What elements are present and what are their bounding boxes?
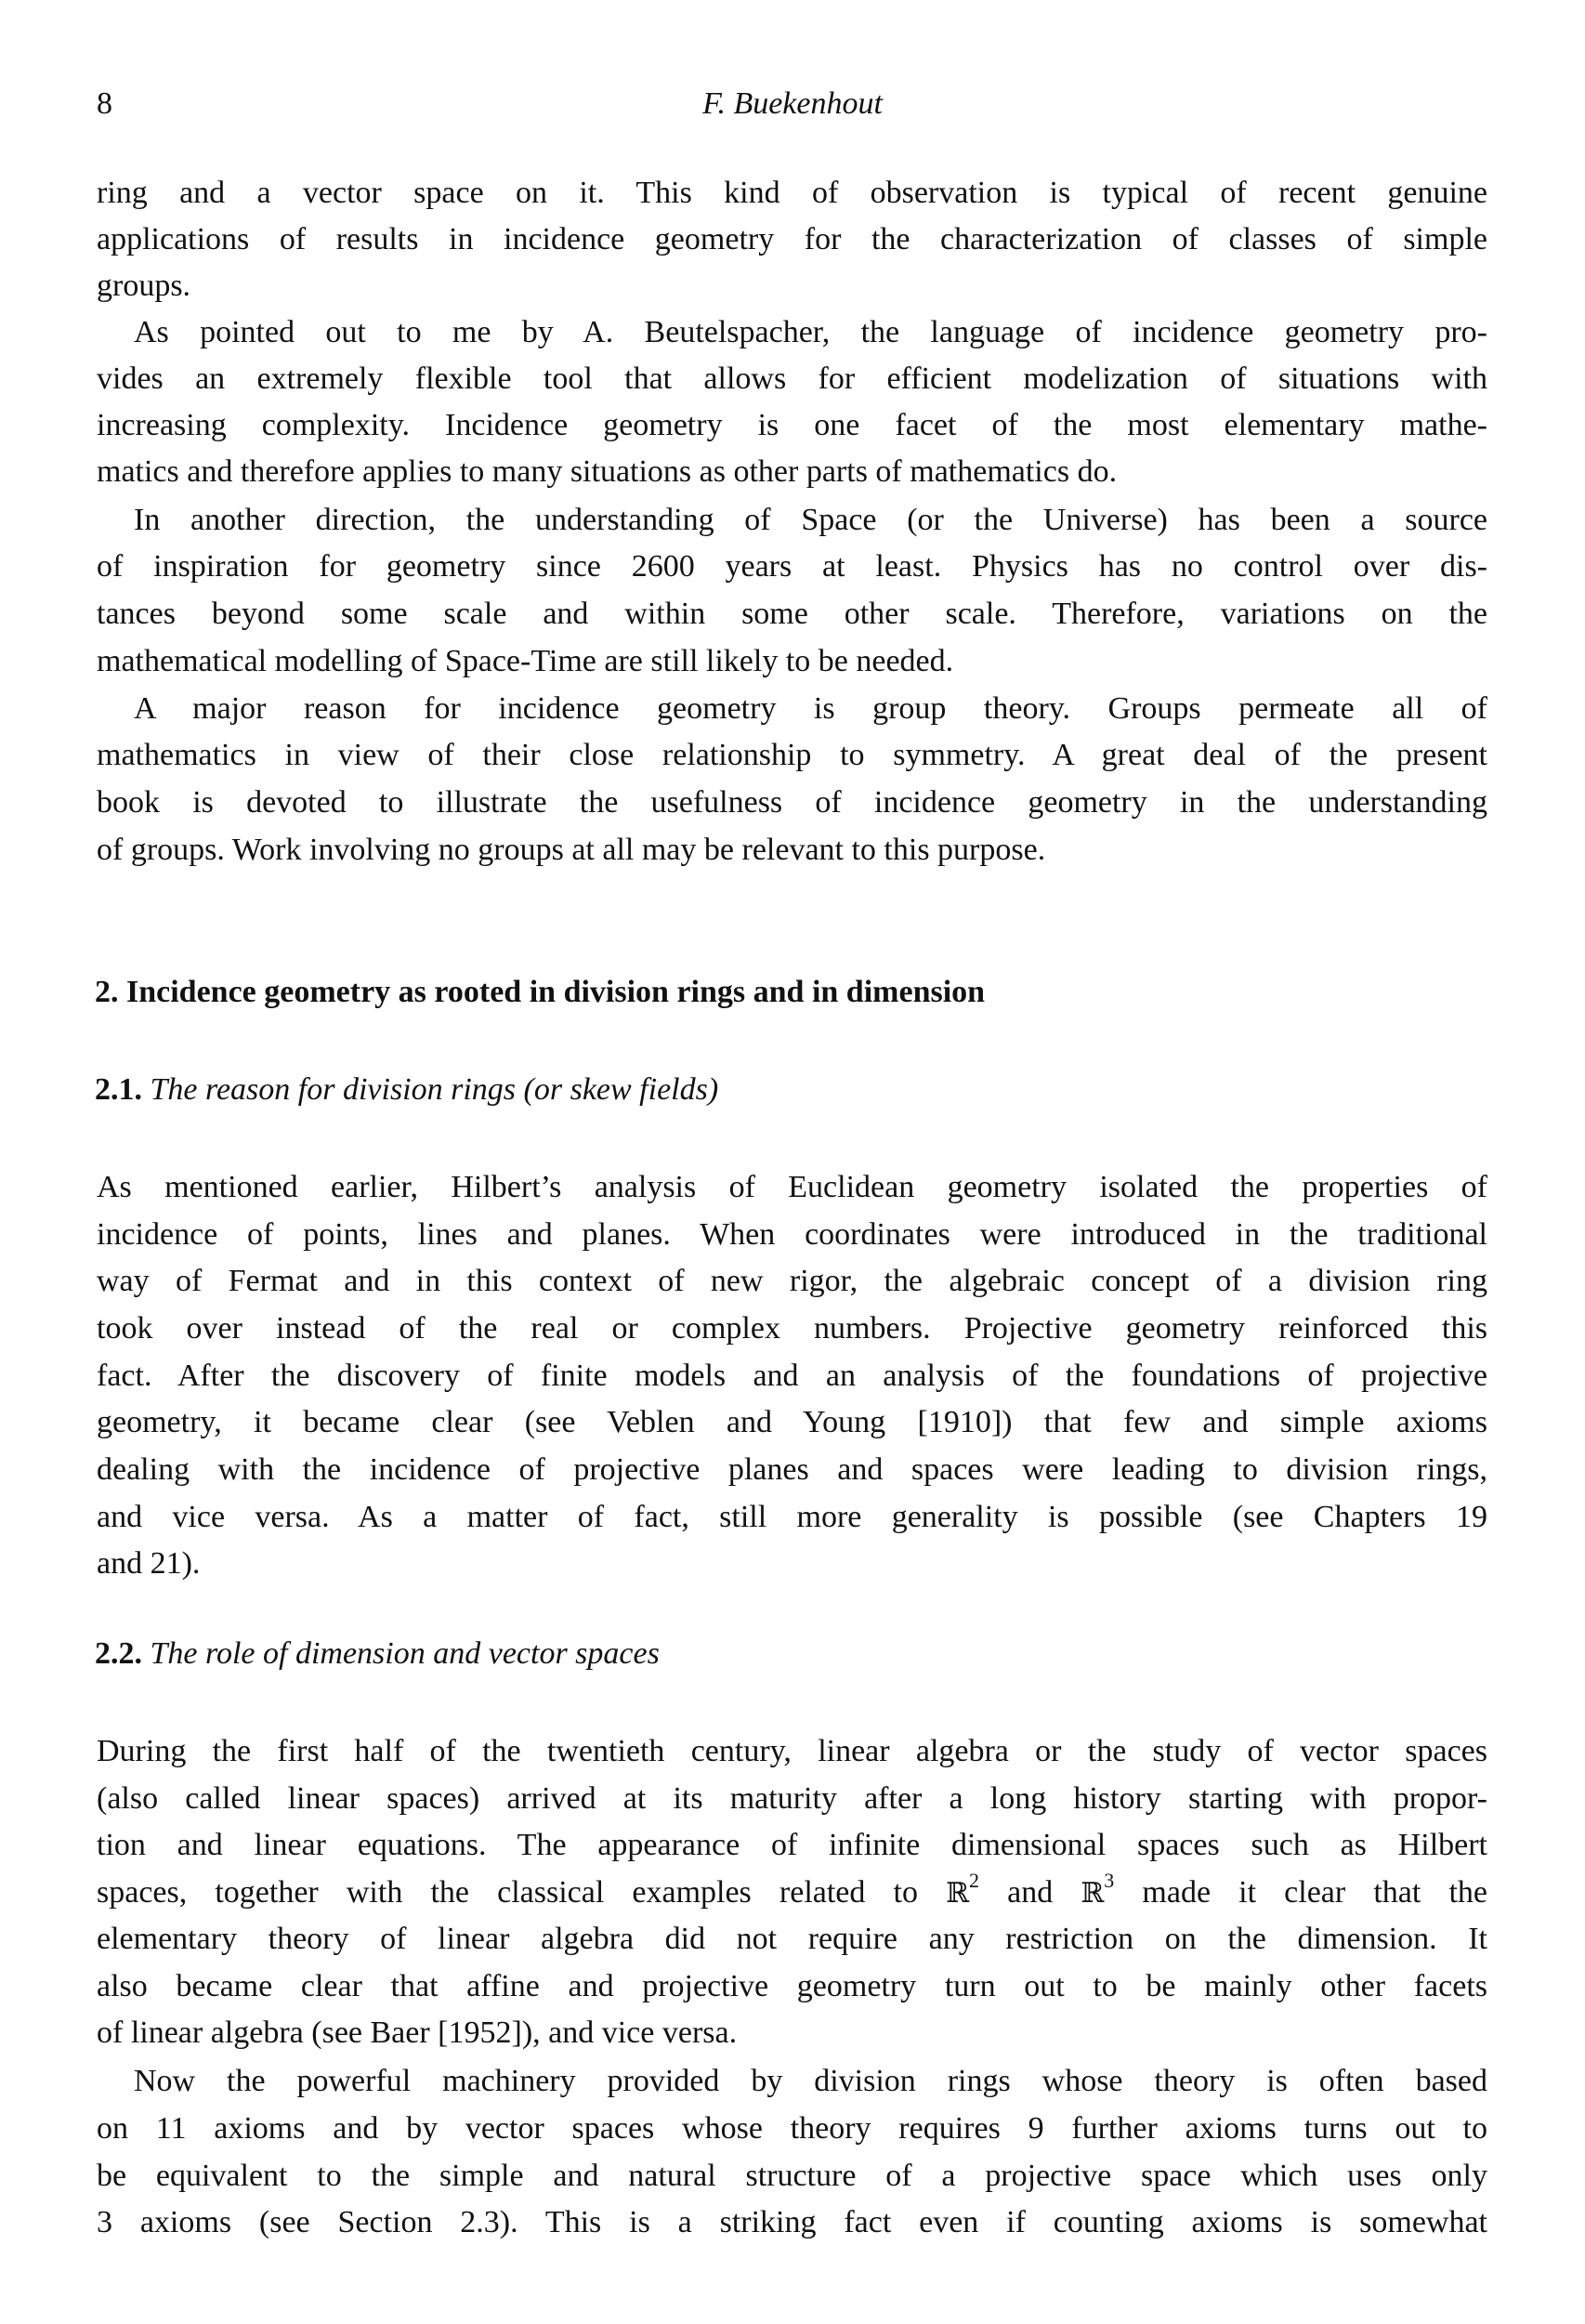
subsection-title: The reason for division rings (or skew fields) <box>150 1072 719 1107</box>
text-run: and <box>979 1875 1081 1910</box>
text-line: A major reason for incidence geometry is group theory. Groups permeate all of <box>134 691 1487 726</box>
text-line: dealing with the incidence of projective planes and spaces were leading to division rings, <box>97 1452 1487 1487</box>
text-line: on 11 axioms and by vector spaces whose theory requires 9 further axioms turns out to <box>97 2111 1487 2146</box>
math-reals-symbol: ℝ <box>1081 1877 1105 1910</box>
text-line: As pointed out to me by A. Beutelspacher, the language of incidence geometry pro- <box>134 315 1487 349</box>
text-line: vides an extremely flexible tool that allows for efficient modelization of situations with <box>97 361 1487 396</box>
text-line: elementary theory of linear algebra did not require any restriction on the dimension. It <box>97 1922 1487 1956</box>
text-line: mathematics in view of their close relationship to symmetry. A great deal of the present <box>97 738 1487 772</box>
text-line: book is devoted to illustrate the usefulness of incidence geometry in the understanding <box>97 785 1487 820</box>
text-line: and vice versa. As a matter of fact, still more generality is possible (see Chapters 19 <box>97 1500 1487 1534</box>
text-line: increasing complexity. Incidence geometry is one facet of the most elementary mathe- <box>97 408 1487 442</box>
text-line: Now the powerful machinery provided by division rings whose theory is often based <box>134 2064 1487 2098</box>
subsection-heading-2-2 <box>95 1635 660 1673</box>
math-exponent: 2 <box>969 1868 980 1892</box>
math-reals-symbol: ℝ <box>946 1877 970 1910</box>
text-line: and 21). <box>97 1546 201 1581</box>
text-line: took over instead of the real or complex numbers. Projective geometry reinforced this <box>97 1311 1487 1346</box>
text-line: In another direction, the understanding of Space (or the Universe) has been a source <box>134 503 1487 537</box>
text-line: also became clear that affine and projective geometry turn out to be mainly other facets <box>97 1969 1487 2003</box>
page-number: 8 <box>97 86 112 121</box>
subsection-number: 2.2. <box>95 1636 142 1671</box>
text-line: way of Fermat and in this context of new rigor, the algebraic concept of a division ring <box>97 1264 1487 1298</box>
text-line: geometry, it became clear (see Veblen and Young [1910]) that few and simple axioms <box>97 1405 1487 1439</box>
text-line: of groups. Work involving no groups at all may be relevant to this purpose. <box>97 833 1046 867</box>
running-head-author: F. Buekenhout <box>702 86 883 121</box>
text-line: incidence of points, lines and planes. When coordinates were introduced in the traditional <box>97 1217 1487 1252</box>
text-line: During the first half of the twentieth century, linear algebra or the study of vector spaces <box>97 1734 1487 1768</box>
text-line: As mentioned earlier, Hilbert’s analysis of Euclidean geometry isolated the properties of <box>97 1170 1487 1204</box>
text-line: mathematical modelling of Space-Time are still likely to be needed. <box>97 644 954 678</box>
text-line: groups. <box>97 269 191 303</box>
subsection-heading-2-1 <box>95 1071 718 1109</box>
text-line: (also called linear spaces) arrived at its maturity after a long history starting with propor- <box>97 1781 1487 1816</box>
math-exponent: 3 <box>1104 1868 1115 1892</box>
text-line: applications of results in incidence geometry for the characterization of classes of simple <box>97 222 1487 256</box>
text-line: matics and therefore applies to many situations as other parts of mathematics do. <box>97 454 1118 489</box>
subsection-number: 2.1. <box>95 1072 142 1107</box>
section-heading: 2. Incidence geometry as rooted in division rings and in dimension <box>95 975 986 1009</box>
text-line: tion and linear equations. The appearance of infinite dimensional spaces such as Hilbert <box>97 1828 1487 1862</box>
text-line-with-math <box>97 1868 1487 1912</box>
text-line: fact. After the discovery of finite models and an analysis of the foundations of projective <box>97 1359 1487 1393</box>
text-line: of linear algebra (see Baer [1952]), and vice versa. <box>97 2015 738 2050</box>
text-line: tances beyond some scale and within some other scale. Therefore, variations on the <box>97 597 1487 631</box>
text-line: of inspiration for geometry since 2600 years at least. Physics has no control over dis- <box>97 549 1487 584</box>
text-run: made it clear that the <box>1114 1875 1487 1910</box>
text-line: be equivalent to the simple and natural structure of a projective space which uses only <box>97 2159 1487 2193</box>
subsection-title: The role of dimension and vector spaces <box>150 1636 660 1671</box>
text-run: spaces, together with the classical examples related to <box>97 1875 947 1910</box>
text-line: ring and a vector space on it. This kind of observation is typical of recent genuine <box>97 176 1487 210</box>
text-line: 3 axioms (see Section 2.3). This is a striking fact even if counting axioms is somewhat <box>97 2205 1487 2239</box>
